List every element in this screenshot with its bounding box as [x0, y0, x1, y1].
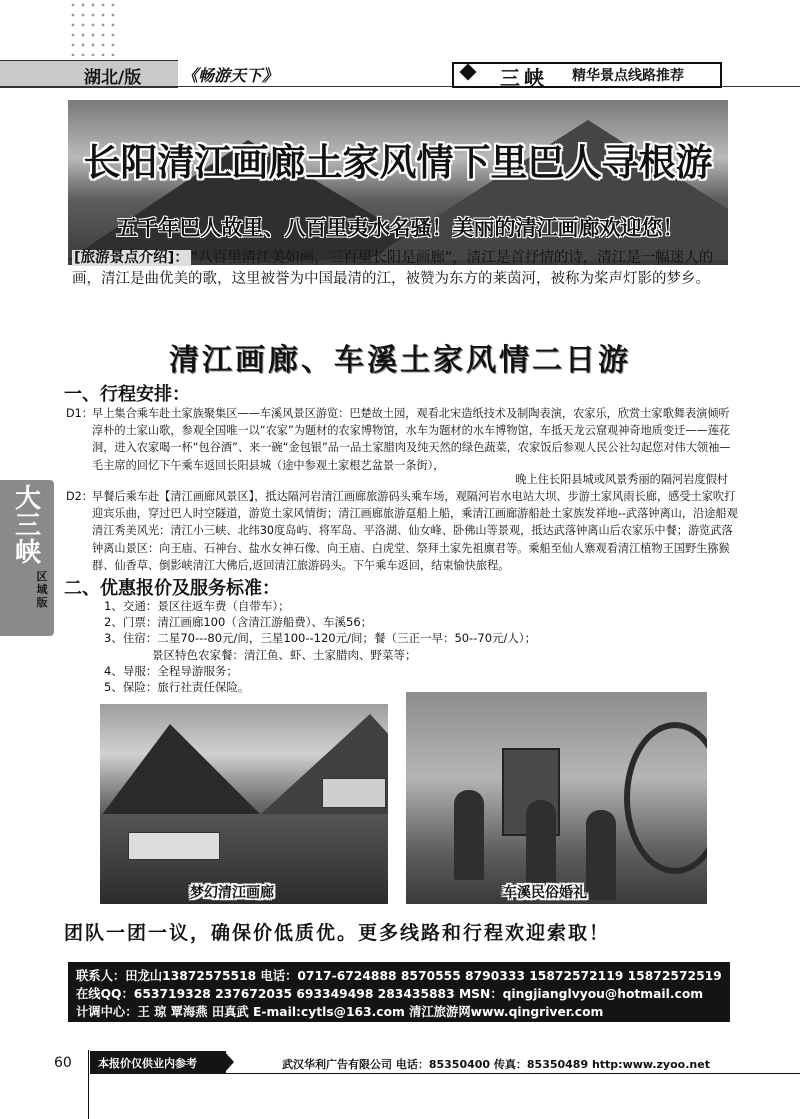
banner-slogan: 五千年巴人故里、八百里夷水名骚！美丽的清江画廊欢迎您！ — [116, 215, 684, 240]
photo-caption-1: 梦幻清江画廊 — [190, 885, 274, 901]
list-item: 景区特色农家餐：清江鱼、虾、土家腊肉、野菜等； — [152, 647, 417, 662]
photo-chexi-wedding — [406, 692, 707, 904]
day1-text: 早上集合乘车赴土家族聚集区——车溪风景区游览：巴楚故土园，观看北宋造纸技术及制陶表演，农家乐，欣赏土家歌舞表演倾听淳朴的土家山歌，参观全国唯一以“农家”为题材的农家博物馆，水车为题材的水车博物馆，车抵天龙云窟观神奇地质变迁——莲花洞，进入农家喝一杯“包谷酒”、来一碗“金包银”品一品土家腊肉及纯天然的绿色蔬菜，农家饭后参观人民公社勾起您对伟大领袖—毛主席的回忆下午乘车返回长阳县城（途中参观土家根艺盆景一条街）， — [92, 407, 731, 472]
footer-disclaimer: 本报价仅供业内参考 — [98, 1057, 197, 1070]
list-item: 2、门票：清江画廊100（含清江游船费）、车溪56； — [104, 615, 373, 630]
contact-online-line: 在线QQ：653719328 237672035 693349498 283435883 MSN：qingjianglvyou@hotmail.com — [76, 987, 704, 1001]
contact-planning-line: 计调中心：王 琼 覃海燕 田真武 E-mail:cytls@163.com 清江旅游网www.qingriver.com — [76, 1005, 604, 1019]
footer-company: 武汉华利广告有限公司 电话：85350400 传真：85350489 http:www.zyoo.net — [282, 1058, 710, 1071]
side-tab-title: 大三峡 — [14, 484, 41, 568]
side-tab-subtitle: 区域版 — [36, 570, 48, 609]
list-item: 4、导服：全程导游服务； — [104, 663, 238, 678]
route-title: 清江画廊、车溪土家风情二日游 — [169, 343, 631, 378]
day2-text: 早餐后乘车赴【清江画廊风景区】，抵达隔河岩清江画廊旅游码头乘车场，观隔河岩水电站大坝、步游土家风雨长廊，感受土家吹打迎宾乐曲，穿过巴人时空隧道，游览土家风情街；清江画廊旅游趸船上船，乘清江画廊游船赴土家族发祥地--武落钟离山，沿途船观清江秀美风光：清江小三峡、北纬30度岛屿、将军岛、平洛湖、仙女峰、卧佛山等景观，抵达武落钟离山后农家乐中餐；游览武落钟离山景区：向王庙、石神台、盐水女神石像、向王庙、白虎堂、祭拜土家先祖廪君等。乘船至仙人寨观看清江植物王国野生猕猴群、仙香草、倒影峡清江大佛后,返回清江旅游码头。下午乘车返回，结束愉快旅程。 — [92, 490, 738, 572]
day1-label: D1： — [66, 407, 93, 420]
day1-stay: 晚上住长阳县城或风景秀丽的隔河岩度假村 — [515, 473, 728, 486]
contact-box — [68, 962, 730, 1022]
person-shape — [526, 800, 556, 890]
banner-title: 长阳清江画廊土家风情下里巴人寻根游 — [83, 141, 713, 184]
waterwheel-shape — [624, 722, 707, 874]
decorative-dots — [68, 0, 118, 56]
photo-caption-2: 车溪民俗婚礼 — [503, 885, 587, 901]
header-magazine: 《畅游天下》 — [182, 66, 279, 85]
boat-shape — [128, 832, 220, 860]
header-region: 湖北/版 — [84, 68, 142, 88]
list-item: 3、住宿：二星70---80元/间，三星100--120元/间；餐（三正一早：50--70元/人）； — [104, 631, 537, 646]
footer-divider — [88, 1050, 89, 1119]
building-shape — [322, 778, 386, 808]
intro-label: [旅游景点介绍]： — [74, 250, 189, 266]
itinerary-heading: 一、行程安排： — [64, 384, 190, 405]
header-area: 三峡 — [500, 66, 548, 90]
team-offer-line: 团队一团一议，确保价低质优。更多线路和行程欢迎索取！ — [64, 922, 611, 944]
day2-label: D2： — [66, 490, 93, 503]
person-shape — [454, 790, 484, 880]
intro-text: “八百里清江美如画，三百里长阳是画廊”，清江是首抒情的诗，清江是一幅迷人的画，清江是曲优美的歌，这里被誉为中国最清的江，被赞为东方的莱茵河，被称为桨声灯影的梦乡。 — [72, 250, 714, 287]
person-shape — [586, 810, 616, 900]
footer-rule — [90, 1073, 800, 1074]
pricing-heading: 二、优惠报价及服务标准： — [64, 578, 280, 599]
page-number: 60 — [54, 1055, 72, 1071]
header-tagline: 精华景点线路推荐 — [572, 68, 684, 84]
footer-arrow-icon — [224, 1051, 234, 1073]
pricing-list — [104, 598, 536, 695]
intro-paragraph — [72, 248, 732, 290]
banner-image — [68, 100, 728, 265]
photo-qingjiang-gallery — [100, 704, 388, 904]
contact-phone-line: 联系人：田龙山13872575518 电话：0717-6724888 8570555 8790333 15872572119 15872572519 — [76, 969, 722, 983]
list-item: 5、保险：旅行社责任保险。 — [104, 680, 250, 695]
list-item: 1、交通：景区往返车费（自带车）； — [104, 599, 290, 613]
